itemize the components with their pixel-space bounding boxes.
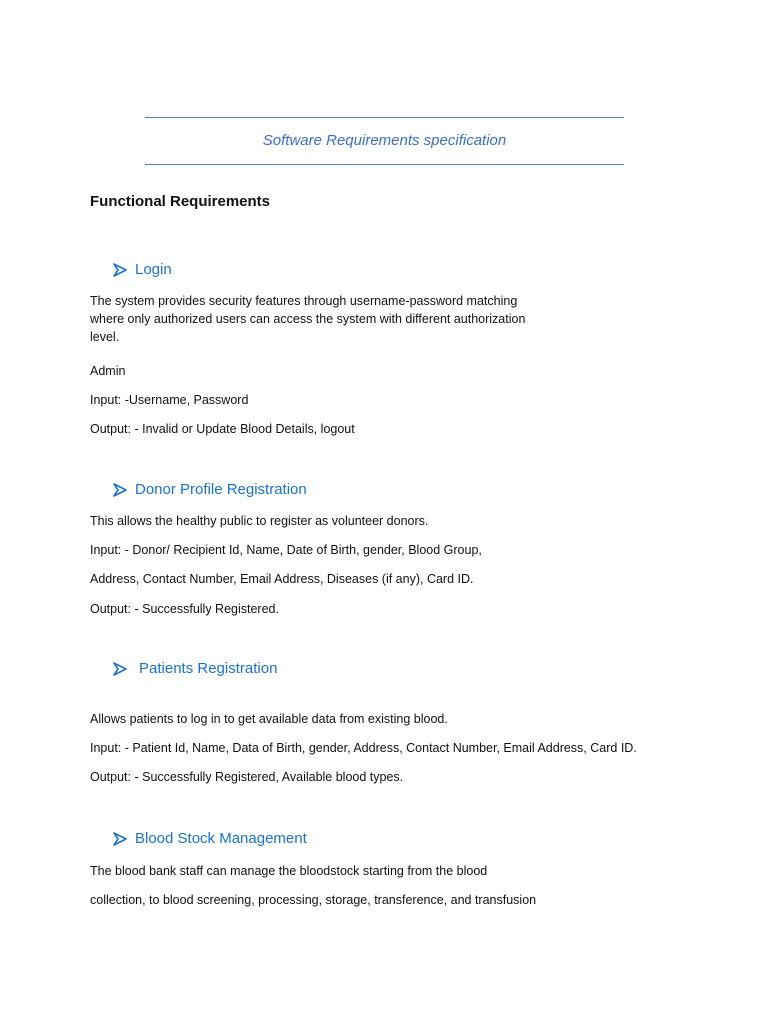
section-donor-title: Donor Profile Registration xyxy=(135,481,307,498)
arrow-bullet-icon xyxy=(113,832,127,846)
section-donor-line: Address, Contact Number, Email Address, Diseases (if any), Card ID. xyxy=(90,572,474,586)
section-donor-line: This allows the healthy public to register as volunteer donors. xyxy=(90,514,429,528)
document-title: Software Requirements specification xyxy=(262,132,507,149)
section-login-line: Input: -Username, Password xyxy=(90,393,249,407)
section-patients-line: Allows patients to log in to get available data from existing blood. xyxy=(90,712,448,726)
section-bloodstock-line: The blood bank staff can manage the bloodstock starting from the blood xyxy=(90,864,488,878)
section-login-title: Login xyxy=(135,261,172,278)
section-patients-line: Input: - Patient Id, Name, Data of Birth, gender, Address, Contact Number, Email Address, Card ID. xyxy=(90,741,637,755)
section-login-paragraph: The system provides security features through username-password matching where only authorized users can access the system with different authorization level. xyxy=(90,294,526,344)
section-login-heading xyxy=(113,261,172,278)
section-donor-line: Output: - Successfully Registered. xyxy=(90,602,279,616)
arrow-bullet-icon xyxy=(113,662,127,676)
section-login-line: Admin xyxy=(90,364,126,378)
arrow-bullet-icon xyxy=(113,483,127,497)
section-donor-line: Input: - Donor/ Recipient Id, Name, Date of Birth, gender, Blood Group, xyxy=(90,543,482,557)
section-bloodstock-line: collection, to blood screening, processing, storage, transference, and transfusion xyxy=(90,893,537,907)
section-bloodstock-title: Blood Stock Management xyxy=(135,830,307,847)
functional-requirements-heading: Functional Requirements xyxy=(90,193,271,210)
section-patients-line: Output: - Successfully Registered, Available blood types. xyxy=(90,770,404,784)
arrow-bullet-icon xyxy=(113,263,127,277)
section-patients-heading xyxy=(113,660,277,677)
title-rule-bottom xyxy=(145,164,624,165)
section-patients-title: Patients Registration xyxy=(139,660,278,677)
section-donor-heading xyxy=(113,481,307,498)
section-bloodstock-heading xyxy=(113,830,307,847)
section-login-line: Output: - Invalid or Update Blood Details, logout xyxy=(90,422,355,436)
title-rule-top xyxy=(145,117,624,118)
